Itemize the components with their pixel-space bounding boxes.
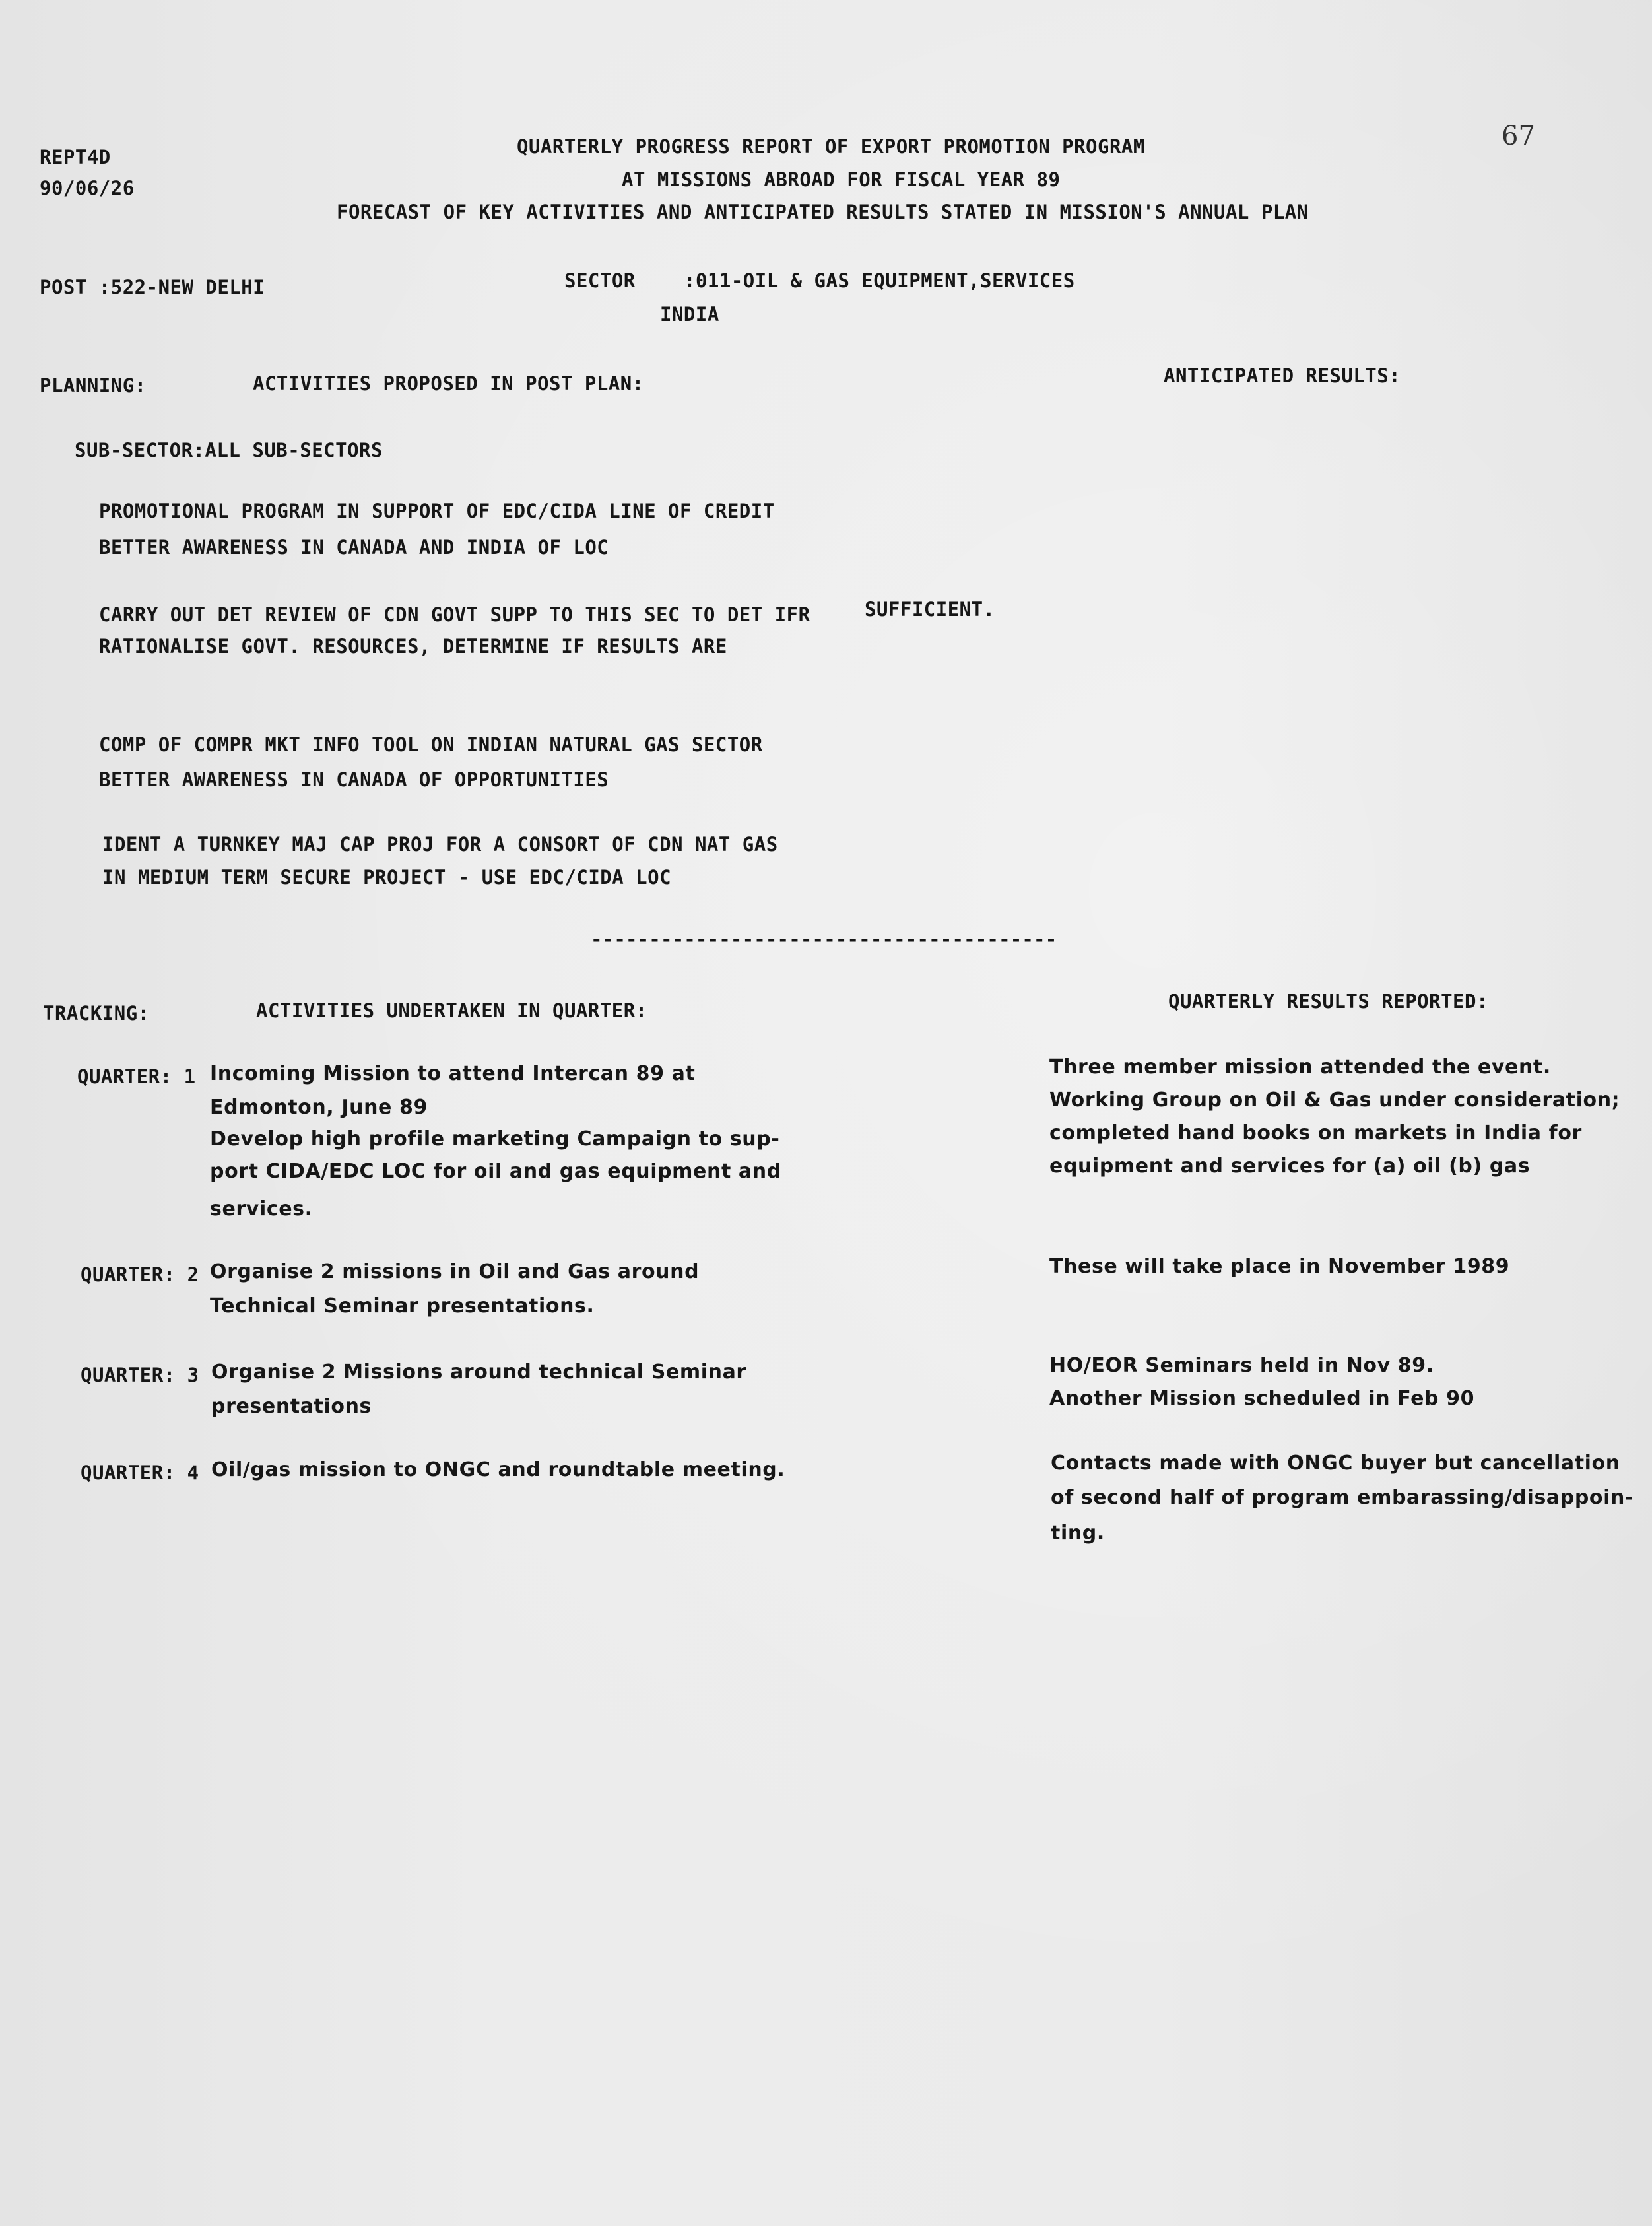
quarter-1-result-line-1: Three member mission attended the event. <box>1049 1056 1551 1079</box>
quarter-4-result-line-2: of second half of program embarassing/disappoin- <box>1051 1486 1634 1509</box>
quarter-1-result-line-3: completed hand books on markets in India for <box>1049 1122 1582 1145</box>
report-title-line-3: FORECAST OF KEY ACTIVITIES AND ANTICIPATED RESULTS STATED IN MISSION'S ANNUAL PLAN <box>337 201 1309 223</box>
sector-label: SECTOR <box>564 269 636 292</box>
planning-label: PLANNING: <box>40 374 147 397</box>
report-title-line-1: QUARTERLY PROGRESS REPORT OF EXPORT PROMOTION PROGRAM <box>517 135 1145 158</box>
report-title-line-2: AT MISSIONS ABROAD FOR FISCAL YEAR 89 <box>622 168 1061 191</box>
report-code: REPT4D <box>40 146 111 168</box>
sector-value: :011-OIL & GAS EQUIPMENT,SERVICES <box>684 269 1075 292</box>
quarter-1-activity-line-2: Edmonton, June 89 <box>210 1096 428 1119</box>
planning-item-4-line-1: IDENT A TURNKEY MAJ CAP PROJ FOR A CONSORT OF CDN NAT GAS <box>102 833 778 856</box>
quarter-4-activity-line-1: Oil/gas mission to ONGC and roundtable meeting. <box>211 1458 785 1481</box>
report-date: 90/06/26 <box>40 177 135 199</box>
section-divider: ---------------------------------------- <box>591 928 1057 951</box>
anticipated-results-heading: ANTICIPATED RESULTS: <box>1164 364 1401 387</box>
subsector-label: SUB-SECTOR:ALL SUB-SECTORS <box>75 439 383 461</box>
quarter-2-result-line-1: These will take place in November 1989 <box>1049 1255 1510 1278</box>
tracking-activities-heading: ACTIVITIES UNDERTAKEN IN QUARTER: <box>256 999 647 1022</box>
planning-item-3-line-1: COMP OF COMPR MKT INFO TOOL ON INDIAN NATURAL GAS SECTOR <box>99 733 763 756</box>
quarter-3-result-line-2: Another Mission scheduled in Feb 90 <box>1049 1387 1475 1410</box>
quarter-2-label: QUARTER: 2 <box>81 1264 199 1286</box>
planning-item-2-line-2: RATIONALISE GOVT. RESOURCES, DETERMINE IF RESULTS ARE <box>99 635 727 658</box>
quarter-4-label: QUARTER: 4 <box>81 1462 199 1484</box>
quarter-3-result-line-1: HO/EOR Seminars held in Nov 89. <box>1049 1354 1434 1377</box>
planning-item-2-line-1b: SUFFICIENT. <box>865 598 995 621</box>
quarter-1-result-line-2: Working Group on Oil & Gas under consideration; <box>1049 1089 1620 1112</box>
quarter-3-activity-line-1: Organise 2 Missions around technical Seminar <box>211 1361 746 1384</box>
planning-item-2-line-1: CARRY OUT DET REVIEW OF CDN GOVT SUPP TO THIS SEC TO DET IFR <box>99 603 810 626</box>
quarter-3-activity-line-2: presentations <box>211 1395 372 1418</box>
quarter-1-activity-line-1: Incoming Mission to attend Intercan 89 at <box>210 1062 696 1085</box>
page-number: 67 <box>1502 121 1535 151</box>
post-label: POST :522-NEW DELHI <box>40 276 265 298</box>
quarter-4-result-line-1: Contacts made with ONGC buyer but cancellation <box>1051 1452 1620 1475</box>
quarterly-results-heading: QUARTERLY RESULTS REPORTED: <box>1168 990 1488 1013</box>
quarter-3-label: QUARTER: 3 <box>81 1364 199 1386</box>
quarter-4-result-line-3: ting. <box>1051 1522 1105 1545</box>
tracking-label: TRACKING: <box>43 1002 150 1025</box>
planning-item-3-line-2: BETTER AWARENESS IN CANADA OF OPPORTUNITIES <box>99 768 609 791</box>
quarter-1-activity-line-3: Develop high profile marketing Campaign to sup- <box>210 1128 780 1151</box>
planning-item-1-line-1: PROMOTIONAL PROGRAM IN SUPPORT OF EDC/CIDA LINE OF CREDIT <box>99 500 775 522</box>
country: INDIA <box>660 303 719 325</box>
quarter-1-activity-line-4: port CIDA/EDC LOC for oil and gas equipment and <box>210 1160 781 1183</box>
quarter-2-activity-line-1: Organise 2 missions in Oil and Gas around <box>210 1260 700 1283</box>
quarter-1-result-line-4: equipment and services for (a) oil (b) gas <box>1049 1155 1531 1178</box>
quarter-1-activity-line-5: services. <box>210 1197 313 1221</box>
planning-item-4-line-2: IN MEDIUM TERM SECURE PROJECT - USE EDC/CIDA LOC <box>102 866 672 889</box>
planning-item-1-line-2: BETTER AWARENESS IN CANADA AND INDIA OF LOC <box>99 536 609 558</box>
quarter-2-activity-line-2: Technical Seminar presentations. <box>210 1295 595 1318</box>
quarter-1-label: QUARTER: 1 <box>77 1065 196 1088</box>
planning-activities-heading: ACTIVITIES PROPOSED IN POST PLAN: <box>253 372 644 395</box>
